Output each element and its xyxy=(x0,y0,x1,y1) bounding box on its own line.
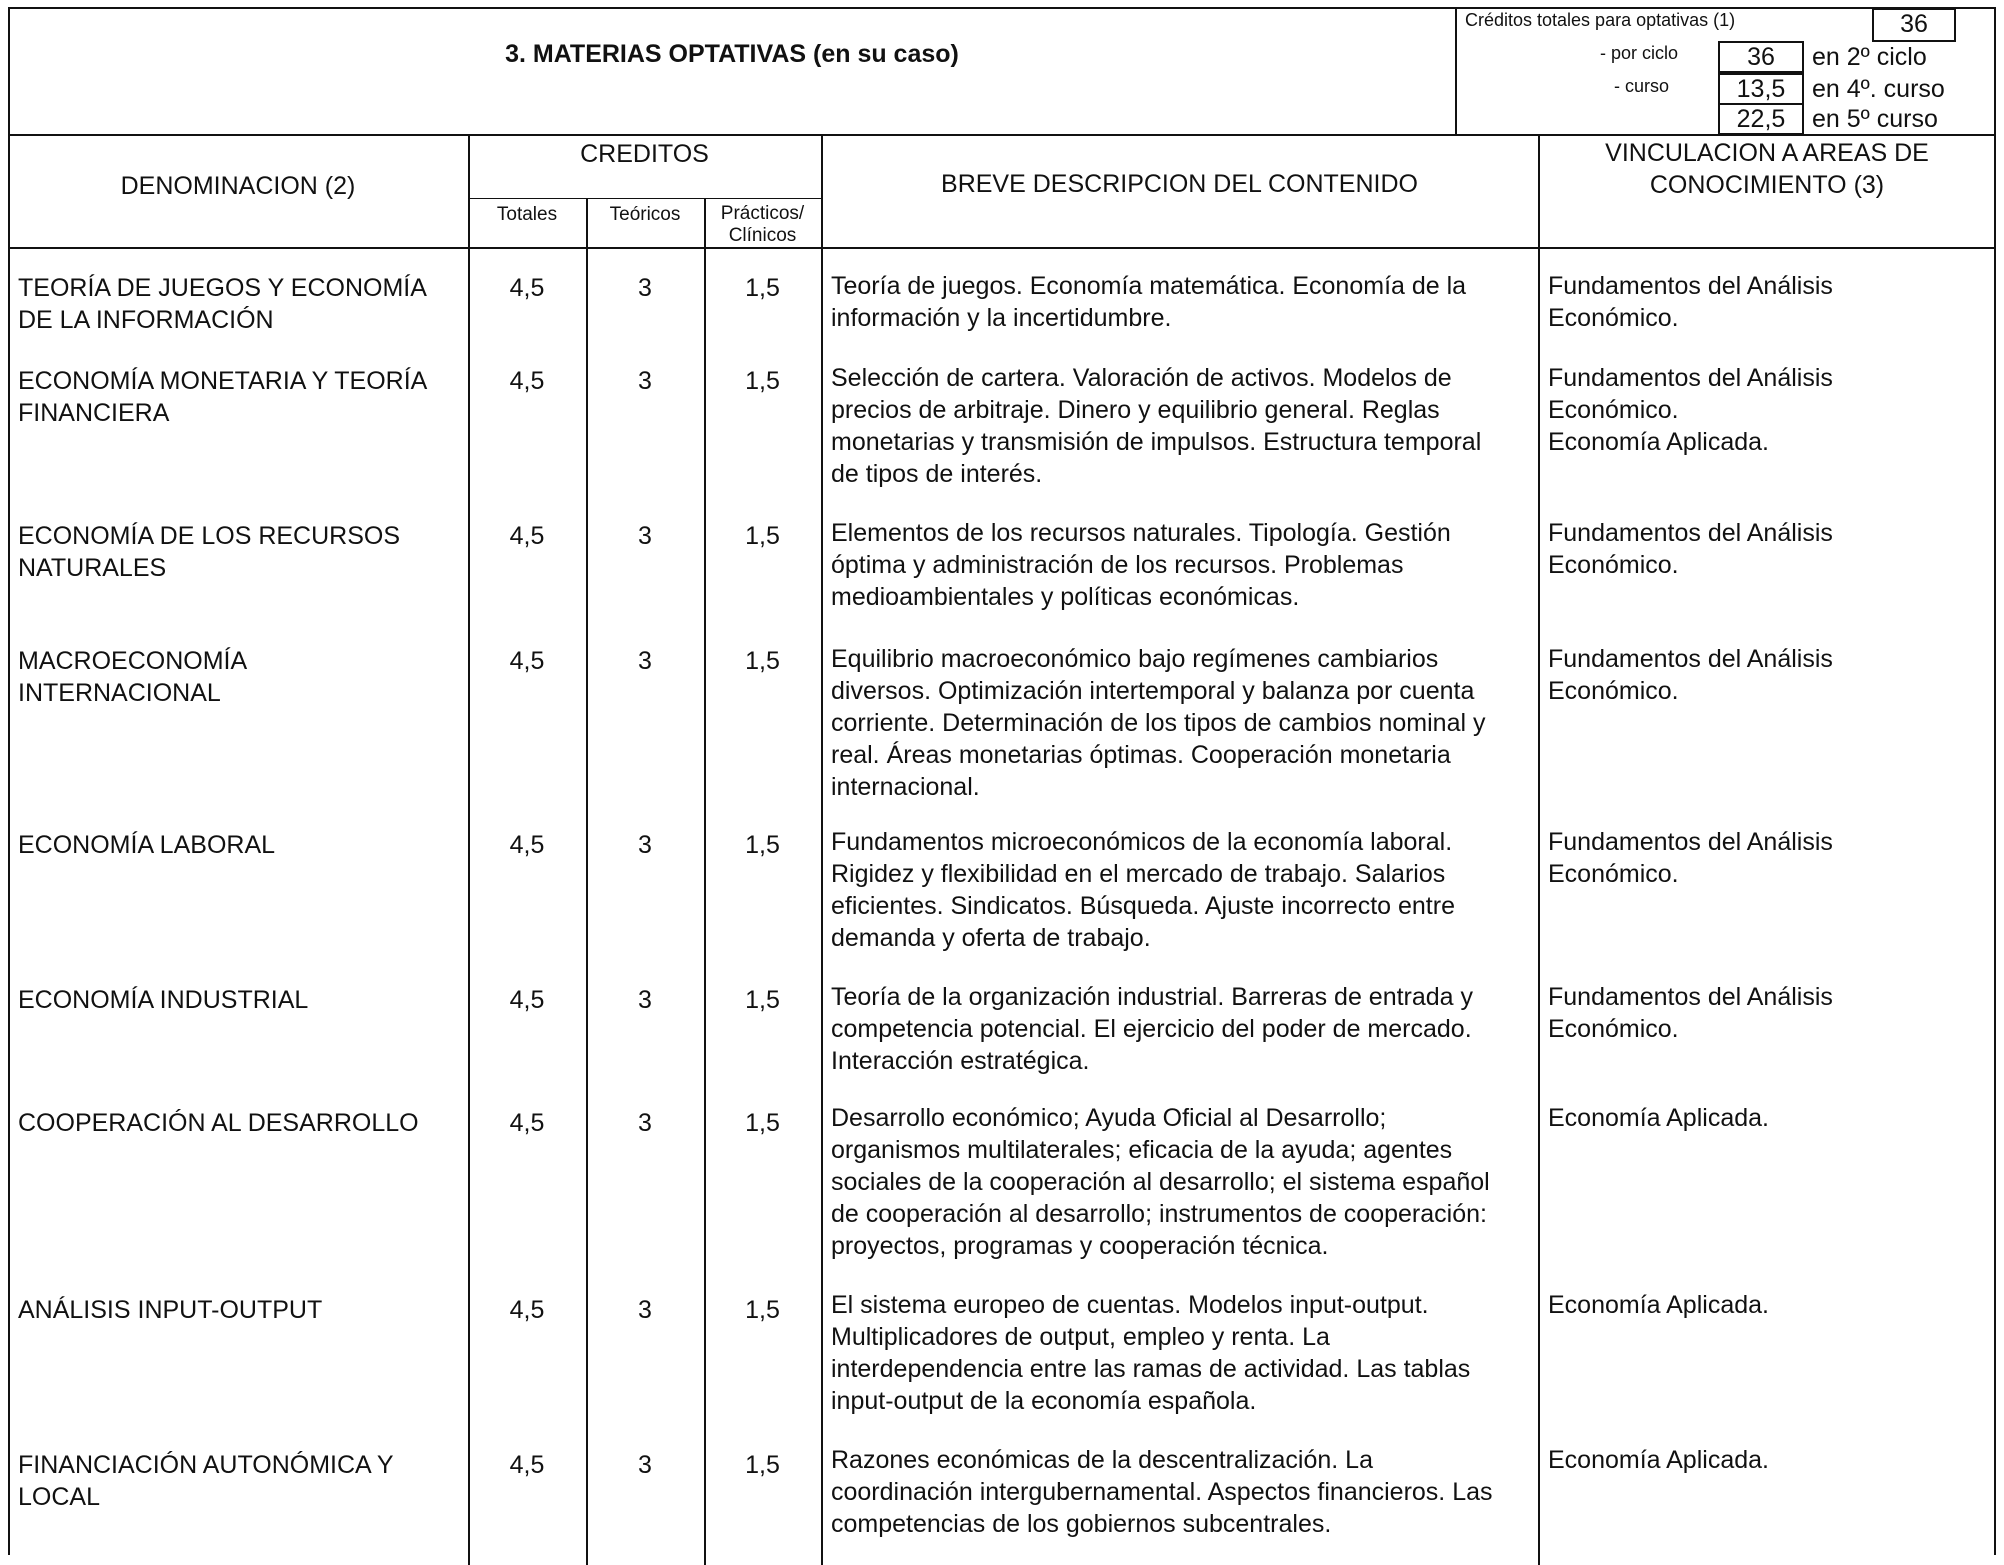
row-areas: Fundamentos del Análisis Económico. xyxy=(1548,519,1833,579)
row-teoricos: 3 xyxy=(638,522,652,550)
credits-total-label: Créditos totales para optativas (1) xyxy=(1465,10,1736,30)
col-vinculacion xyxy=(1538,137,1996,201)
row-practicos: 1,5 xyxy=(745,1451,780,1479)
row-teoricos: 3 xyxy=(638,831,652,859)
curso-value-5: 22,5 xyxy=(1718,103,1804,135)
row-denominacion: TEORÍA DE JUEGOS Y ECONOMÍA DE LA INFORMACIÓN xyxy=(18,274,427,334)
row-teoricos: 3 xyxy=(638,1296,652,1324)
row-practicos: 1,5 xyxy=(745,274,780,302)
row-totales: 4,5 xyxy=(509,647,545,675)
row-descripcion: Elementos de los recursos naturales. Tipología. Gestión óptima y administración de los recursos. Problemas medioambientales y políticas económicas. xyxy=(831,519,1451,611)
section-title: 3. MATERIAS OPTATIVAS (en su caso) xyxy=(505,40,959,68)
curso-value-4: 13,5 xyxy=(1718,73,1804,105)
curso-label: - curso xyxy=(1614,76,1670,96)
col-practicos-line2: Clínicos xyxy=(728,225,797,246)
col-vinculacion-line1: VINCULACION A AREAS DE xyxy=(1605,139,1929,167)
row-practicos: 1,5 xyxy=(745,986,780,1014)
row-denominacion: FINANCIACIÓN AUTONÓMICA Y LOCAL xyxy=(18,1451,394,1511)
row-descripcion: Fundamentos microeconómicos de la economía laboral. Rigidez y flexibilidad en el mercado de trabajo. Salarios eficientes. Sindicatos. Búsqueda. Ajuste incorrecto entre demanda y oferta de trabajo. xyxy=(831,828,1455,952)
credits-divider xyxy=(1455,7,1457,135)
row-practicos: 1,5 xyxy=(745,367,780,395)
curso-text-5: en 5º curso xyxy=(1812,105,1938,133)
col-vinculacion-line2: CONOCIMIENTO (3) xyxy=(1649,171,1885,199)
col-denominacion: DENOMINACION (2) xyxy=(120,172,356,200)
col-totales: Totales xyxy=(496,204,558,225)
col-teoricos: Teóricos xyxy=(609,204,681,225)
row-areas: Fundamentos del Análisis Económico. Economía Aplicada. xyxy=(1548,364,1833,456)
row-teoricos: 3 xyxy=(638,986,652,1014)
col-line-3 xyxy=(704,198,706,1565)
row-practicos: 1,5 xyxy=(745,1109,780,1137)
row-totales: 4,5 xyxy=(509,1296,545,1324)
row-teoricos: 3 xyxy=(638,647,652,675)
creditos-sub-rule xyxy=(468,198,821,199)
col-line-4 xyxy=(821,134,823,1565)
row-denominacion: ECONOMÍA LABORAL xyxy=(18,831,276,859)
row-teoricos: 3 xyxy=(638,274,652,302)
row-denominacion: ANÁLISIS INPUT-OUTPUT xyxy=(18,1296,323,1324)
row-denominacion: ECONOMÍA DE LOS RECURSOS NATURALES xyxy=(18,522,401,582)
row-practicos: 1,5 xyxy=(745,1296,780,1324)
col-creditos: CREDITOS xyxy=(580,140,709,168)
col-practicos xyxy=(704,203,821,247)
por-ciclo-value: 36 xyxy=(1718,41,1804,73)
por-ciclo-text: en 2º ciclo xyxy=(1812,43,1927,71)
row-descripcion: Selección de cartera. Valoración de activos. Modelos de precios de arbitraje. Dinero y equilibrio general. Reglas monetarias y transmisión de impulsos. Estructura temporal de tipos de interés. xyxy=(831,364,1482,488)
curso-text-4: en 4º. curso xyxy=(1812,75,1945,103)
row-areas: Fundamentos del Análisis Económico. xyxy=(1548,645,1833,705)
row-areas: Economía Aplicada. xyxy=(1548,1291,1769,1319)
row-areas: Fundamentos del Análisis Económico. xyxy=(1548,983,1833,1043)
row-teoricos: 3 xyxy=(638,367,652,395)
header-top-rule xyxy=(8,134,1996,136)
row-descripcion: Equilibrio macroeconómico bajo regímenes cambiarios diversos. Optimización intertemporal y balanza por cuenta corriente. Determinación de los tipos de cambios nominal y real. Áreas monetarias óptimas. Cooperación monetaria internacional. xyxy=(831,645,1486,801)
row-totales: 4,5 xyxy=(509,367,545,395)
row-totales: 4,5 xyxy=(509,274,545,302)
row-denominacion: ECONOMÍA MONETARIA Y TEORÍA FINANCIERA xyxy=(18,367,428,427)
row-descripcion: Teoría de la organización industrial. Barreras de entrada y competencia potencial. El ejercicio del poder de mercado. Interacción estratégica. xyxy=(831,983,1474,1075)
row-practicos: 1,5 xyxy=(745,522,780,550)
row-teoricos: 3 xyxy=(638,1451,652,1479)
header-bottom-rule xyxy=(8,247,1996,249)
row-denominacion: MACROECONOMÍA INTERNACIONAL xyxy=(18,647,248,707)
row-totales: 4,5 xyxy=(509,1109,545,1137)
row-areas: Economía Aplicada. xyxy=(1548,1446,1769,1474)
row-descripcion: Teoría de juegos. Economía matemática. Economía de la información y la incertidumbre. xyxy=(831,272,1467,332)
col-practicos-line1: Prácticos/ xyxy=(720,203,805,224)
col-line-5 xyxy=(1538,134,1540,1565)
credits-total-value: 36 xyxy=(1872,8,1956,42)
row-areas: Fundamentos del Análisis Económico. xyxy=(1548,828,1833,888)
por-ciclo-label: - por ciclo xyxy=(1600,43,1679,63)
row-descripcion: Razones económicas de la descentralización. La coordinación intergubernamental. Aspectos financieros. Las competencias de los gobiernos subcentrales. xyxy=(831,1446,1493,1538)
row-areas: Fundamentos del Análisis Económico. xyxy=(1548,272,1833,332)
row-practicos: 1,5 xyxy=(745,831,780,859)
row-descripcion: Desarrollo económico; Ayuda Oficial al Desarrollo; organismos multilaterales; eficacia de la ayuda; agentes sociales de la cooperación al desarrollo; el sistema español de cooperación al desarrollo; instrumentos de cooperación: proyectos, programas y cooperación técnica. xyxy=(831,1104,1490,1260)
row-totales: 4,5 xyxy=(509,986,545,1014)
row-totales: 4,5 xyxy=(509,1451,545,1479)
col-descripcion: BREVE DESCRIPCION DEL CONTENIDO xyxy=(941,170,1418,198)
row-totales: 4,5 xyxy=(509,831,545,859)
row-totales: 4,5 xyxy=(509,522,545,550)
row-teoricos: 3 xyxy=(638,1109,652,1137)
row-practicos: 1,5 xyxy=(745,647,780,675)
row-denominacion: ECONOMÍA INDUSTRIAL xyxy=(18,986,309,1014)
row-areas: Economía Aplicada. xyxy=(1548,1104,1769,1132)
col-line-2 xyxy=(586,198,588,1565)
row-descripcion: El sistema europeo de cuentas. Modelos input-output. Multiplicadores de output, empleo y renta. La interdependencia entre las ramas de actividad. Las tablas input-output de la economía española. xyxy=(831,1291,1471,1415)
row-denominacion: COOPERACIÓN AL DESARROLLO xyxy=(18,1109,419,1137)
